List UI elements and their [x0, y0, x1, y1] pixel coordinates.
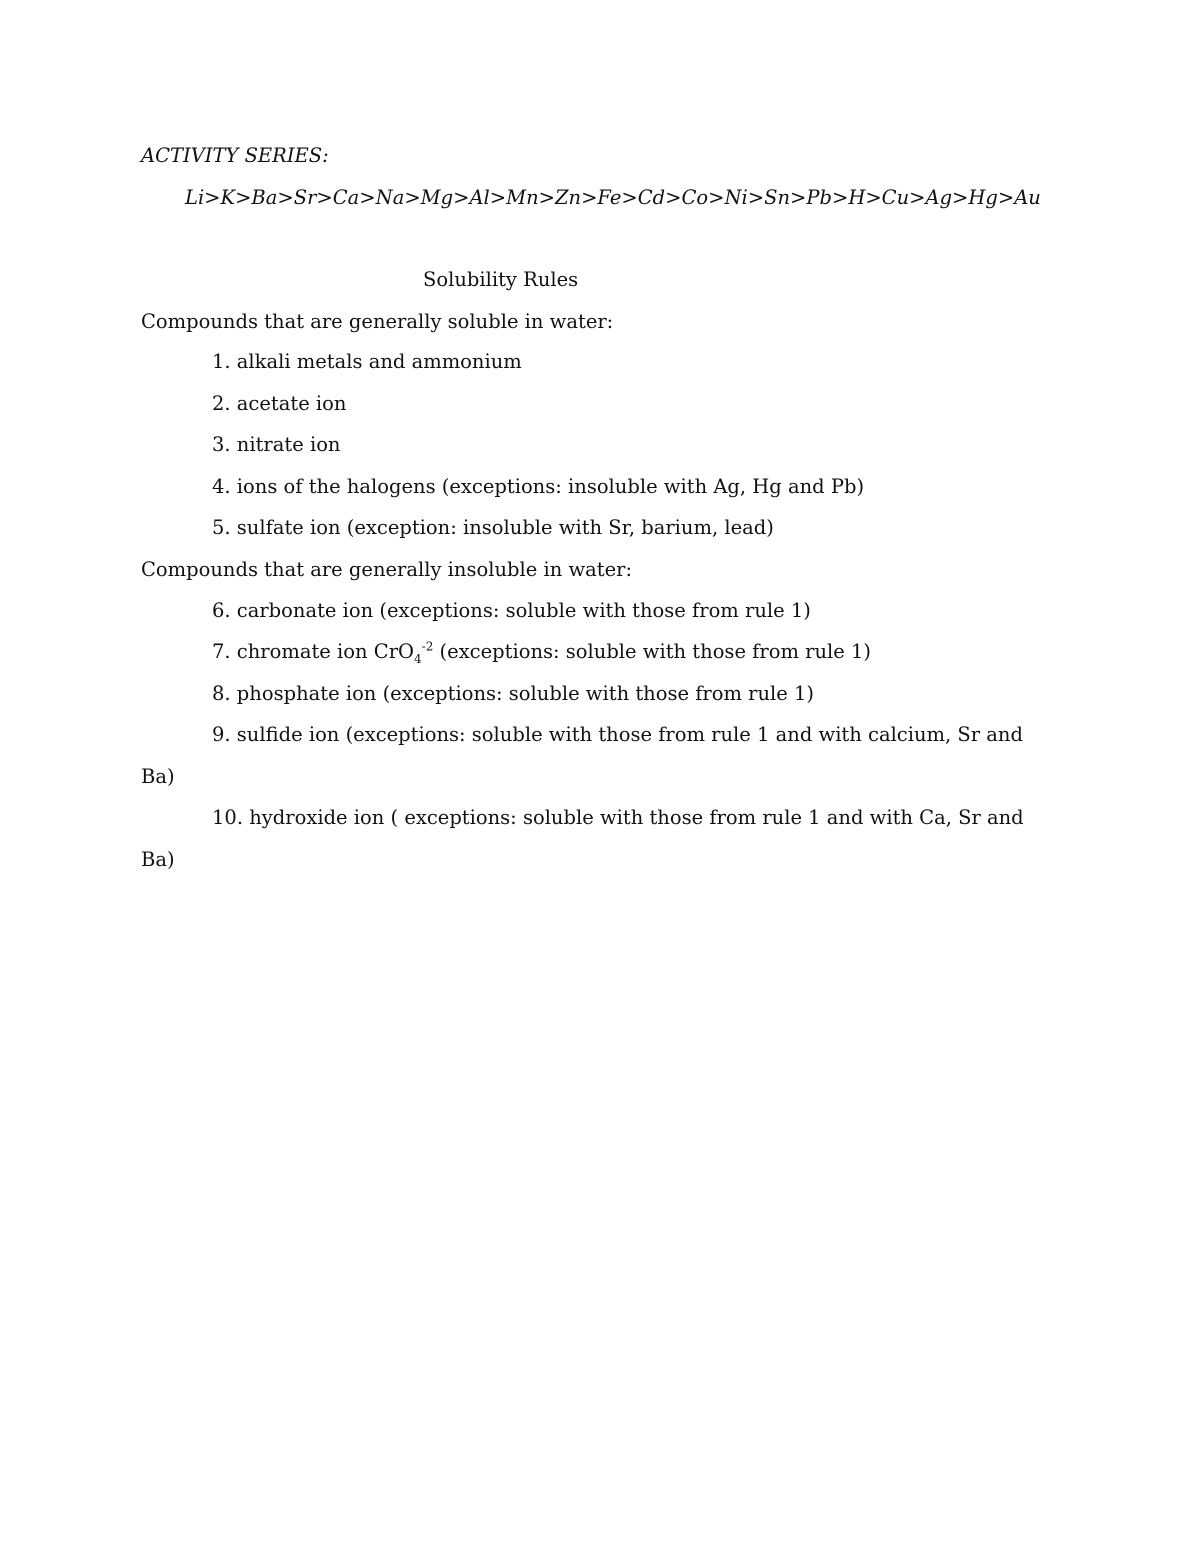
rule-7 — [212, 640, 871, 664]
soluble-heading: Compounds that are generally soluble in water: — [141, 310, 614, 333]
rule-7-suffix: (exceptions: soluble with those from rule 1) — [433, 640, 872, 663]
insoluble-heading: Compounds that are generally insoluble in water: — [141, 558, 633, 581]
rule-1: 1. alkali metals and ammonium — [212, 350, 522, 373]
activity-series-sequence: Li>K>Ba>Sr>Ca>Na>Mg>Al>Mn>Zn>Fe>Cd>Co>Ni>Sn>Pb>H>Cu>Ag>Hg>Au — [185, 186, 1041, 209]
rule-10-line-2: Ba) — [141, 848, 175, 871]
rule-8: 8. phosphate ion (exceptions: soluble with those from rule 1) — [212, 682, 815, 705]
rule-6: 6. carbonate ion (exceptions: soluble with those from rule 1) — [212, 599, 811, 622]
rule-10-line-1: 10. hydroxide ion ( exceptions: soluble with those from rule 1 and with Ca, Sr and — [212, 806, 1024, 829]
rule-3: 3. nitrate ion — [212, 433, 341, 456]
solubility-rules-title: Solubility Rules — [423, 268, 579, 291]
rule-7-superscript: -2 — [421, 639, 434, 654]
rule-2: 2. acetate ion — [212, 392, 347, 415]
rule-5: 5. sulfate ion (exception: insoluble with Sr, barium, lead) — [212, 516, 774, 539]
rule-7-subscript: 4 — [414, 651, 422, 666]
rule-4: 4. ions of the halogens (exceptions: insoluble with Ag, Hg and Pb) — [212, 475, 865, 498]
activity-series-label: ACTIVITY SERIES: — [141, 144, 329, 167]
rule-7-prefix: 7. chromate ion CrO — [212, 640, 414, 663]
rule-9-line-1: 9. sulfide ion (exceptions: soluble with those from rule 1 and with calcium, Sr and — [212, 723, 1023, 746]
rule-9-line-2: Ba) — [141, 765, 175, 788]
